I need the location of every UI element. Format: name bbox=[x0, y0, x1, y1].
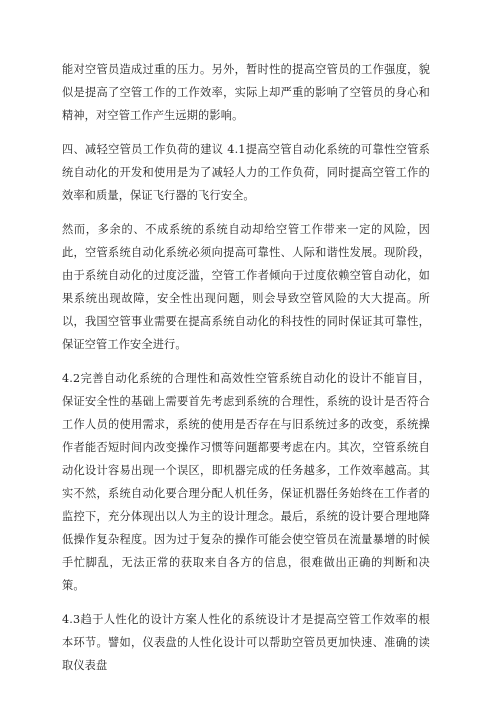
paragraph-section-4-1: 四、减轻空管员工作负荷的建议 4.1提高空管自动化系统的可靠性空管系统自动化的开发和使用是为了减轻人力的工作负荷，同时提高空管工作的效率和质量，保证飞行器的飞行安全。 bbox=[62, 143, 430, 202]
paragraph-pressure-impact: 能对空管员造成过重的压力。另外，暂时性的提高空管员的工作强度，貌似是提高了空管工作的工作效率，实际上却严重的影响了空管员的身心和精神，对空管工作产生远期的影响。 bbox=[62, 63, 430, 122]
paragraph-automation-risk: 然而，多余的、不成系统的系统自动却给空管工作带来一定的风险，因此，空管系统自动化系统必须向提高可靠性、人际和谐性发展。现阶段，由于系统自动化的过度泛滥，空管工作者倾向于过度依赖空管自动化，如果系统出现故障，安全性出现问题，则会导致空管风险的大大提高。所以，我国空管事业需要在提高系统自动化的科技性的同时保证其可靠性，保证空管工作安全进行。 bbox=[62, 223, 430, 351]
paragraph-section-4-2: 4.2完善自动化系统的合理性和高效性空管系统自动化的设计不能盲目，保证安全性的基础上需要首先考虑到系统的合理性，系统的设计是否符合工作人员的使用需求，系统的使用是否存在与旧系统过多的改变，系统操作者能否短时间内改变操作习惯等问题都要考虑在内。其次，空管系统自动化设计容易出现一个误区，即机器完成的任务越多，工作效率越高。其实不然，系统自动化要合理分配人机任务，保证机器任务始终在工作者的监控下，充分体现出以人为主的设计理念。最后，系统的设计要合理地降低操作复杂程度。因为过于复杂的操作可能会使空管员在流量暴增的时候手忙脚乱，无法正常的获取来自各方的信息，很难做出正确的判断和决策。 bbox=[62, 372, 430, 592]
paragraph-section-4-3: 4.3趋于人性化的设计方案人性化的系统设计才是提高空管工作效率的根本环节。譬如，仪表盘的人性化设计可以帮助空管员更加快速、准确的读取仪表盘 bbox=[62, 613, 430, 672]
